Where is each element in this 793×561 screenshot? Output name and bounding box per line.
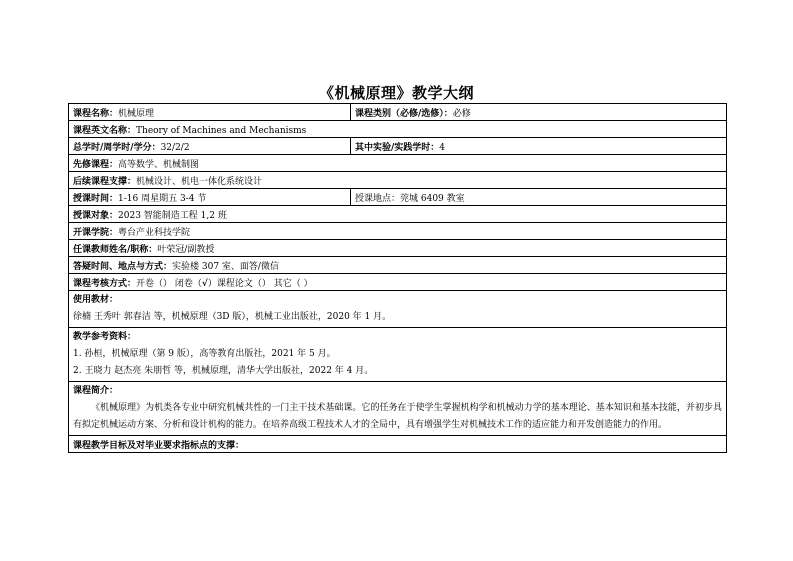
course-name-label: 课程名称：: [73, 108, 119, 119]
course-category-value: 必修: [452, 108, 471, 119]
qa-label: 答疑时间、地点与方式：: [73, 261, 173, 272]
prerequisites-value: 高等数学、机械制图: [118, 159, 200, 170]
row-references: [69, 328, 727, 382]
follow-up-label: 后续课程支撑：: [73, 176, 137, 187]
audience-label: 授课对象：: [73, 210, 119, 221]
teacher-label: 任课教师姓名/职称：: [73, 244, 158, 255]
lab-hours-cell: [351, 138, 727, 155]
lab-hours-value: 4: [439, 142, 446, 153]
schedule-value: 1-16 周星期五 3-4 节: [118, 193, 207, 204]
location-value: 莞城 6409 教室: [400, 193, 465, 204]
college-label: 开课学院：: [73, 227, 119, 238]
assessment-open: 开卷（）: [136, 278, 173, 289]
location-label: 授课地点：: [355, 193, 401, 204]
assessment-cell: [69, 274, 727, 291]
intro-cell: [69, 382, 727, 436]
row-hours: [69, 138, 727, 155]
hours-label: 总学时/周学时/学分：: [73, 142, 161, 153]
course-name-value: 机械原理: [118, 108, 155, 119]
qa-value: 实验楼 307 室、面答/微信: [172, 261, 279, 272]
prerequisites-label: 先修课程：: [73, 159, 119, 170]
english-name-label: 课程英文名称：: [73, 125, 137, 136]
assessment-paper: 课程论文（）: [216, 278, 271, 289]
teacher-cell: [69, 240, 727, 257]
audience-value: 2023 智能制造工程 1,2 班: [118, 210, 227, 221]
row-college: [69, 223, 727, 240]
reference-item-2: 2. 王晓力 赵杰亮 朱朋哲 等，机械原理，清华大学出版社，2022 年 4 月。: [73, 366, 374, 376]
intro-label: 课程简介：: [73, 386, 119, 396]
prerequisites-cell: [69, 155, 727, 172]
row-teacher: [69, 240, 727, 257]
row-objectives: [69, 436, 727, 453]
row-schedule: [69, 189, 727, 206]
hours-value: 32/2/2: [160, 142, 190, 153]
row-audience: [69, 206, 727, 223]
schedule-cell: [69, 189, 351, 206]
assessment-other: 其它（ ）: [273, 278, 313, 289]
assessment-closed-prefix: 闭卷（: [174, 278, 202, 289]
references-cell: [69, 328, 727, 382]
lab-hours-label: 其中实验/实践学时：: [355, 142, 440, 153]
assessment-closed-suffix: ）: [207, 278, 217, 289]
college-value: 粤台产业科技学院: [118, 227, 191, 238]
english-name-value: Theory of Machines and Mechanisms: [136, 125, 307, 136]
row-english-name: [69, 121, 727, 138]
syllabus-table: [68, 103, 727, 453]
college-cell: [69, 223, 727, 240]
row-follow-up: [69, 172, 727, 189]
reference-item-1: 1. 孙桓，机械原理（第 9 版），高等教育出版社，2021 年 5 月。: [73, 349, 336, 359]
row-qa: [69, 257, 727, 274]
follow-up-cell: [69, 172, 727, 189]
course-name-cell: [69, 104, 351, 121]
teacher-value: 叶荣冠/副教授: [157, 244, 215, 255]
textbook-item: 徐楠 王秀叶 郭春洁 等，机械原理（3D 版），机械工业出版社，2020 年 1 月。: [73, 312, 392, 322]
schedule-label: 授课时间：: [73, 193, 119, 204]
assessment-label: 课程考核方式：: [73, 278, 137, 289]
intro-text: 《机械原理》为机类各专业中研究机械共性的一门主干技术基础课。它的任务在于使学生掌握机构学和机械动力学的基本理论、基本知识和基本技能，并初步具有拟定机械运动方案、分析和设计机构的能力。在培养高级工程技术人才的全局中，具有增强学生对机械技术工作的适应能力和开发创造能力的作用。: [73, 403, 722, 430]
hours-cell: [69, 138, 351, 155]
qa-cell: [69, 257, 727, 274]
row-prerequisites: [69, 155, 727, 172]
references-label: 教学参考资料：: [73, 332, 137, 342]
location-cell: [351, 189, 727, 206]
audience-cell: [69, 206, 727, 223]
row-course-name: [69, 104, 727, 121]
textbook-label: 使用教材：: [73, 295, 119, 305]
check-mark-icon: √: [201, 278, 208, 289]
row-intro: [69, 382, 727, 436]
page-title: 《机械原理》教学大纲: [318, 84, 474, 102]
follow-up-value: 机械设计、机电一体化系统设计: [136, 176, 263, 187]
row-textbook: [69, 291, 727, 328]
course-category-cell: [351, 104, 727, 121]
english-name-cell: [69, 121, 727, 138]
row-assessment: [69, 274, 727, 291]
textbook-cell: [69, 291, 727, 328]
course-category-label: 课程类别（必修/选修）：: [355, 108, 453, 119]
objectives-cell: [69, 436, 727, 453]
objectives-label: 课程教学目标及对毕业要求指标点的支撑：: [73, 440, 245, 451]
